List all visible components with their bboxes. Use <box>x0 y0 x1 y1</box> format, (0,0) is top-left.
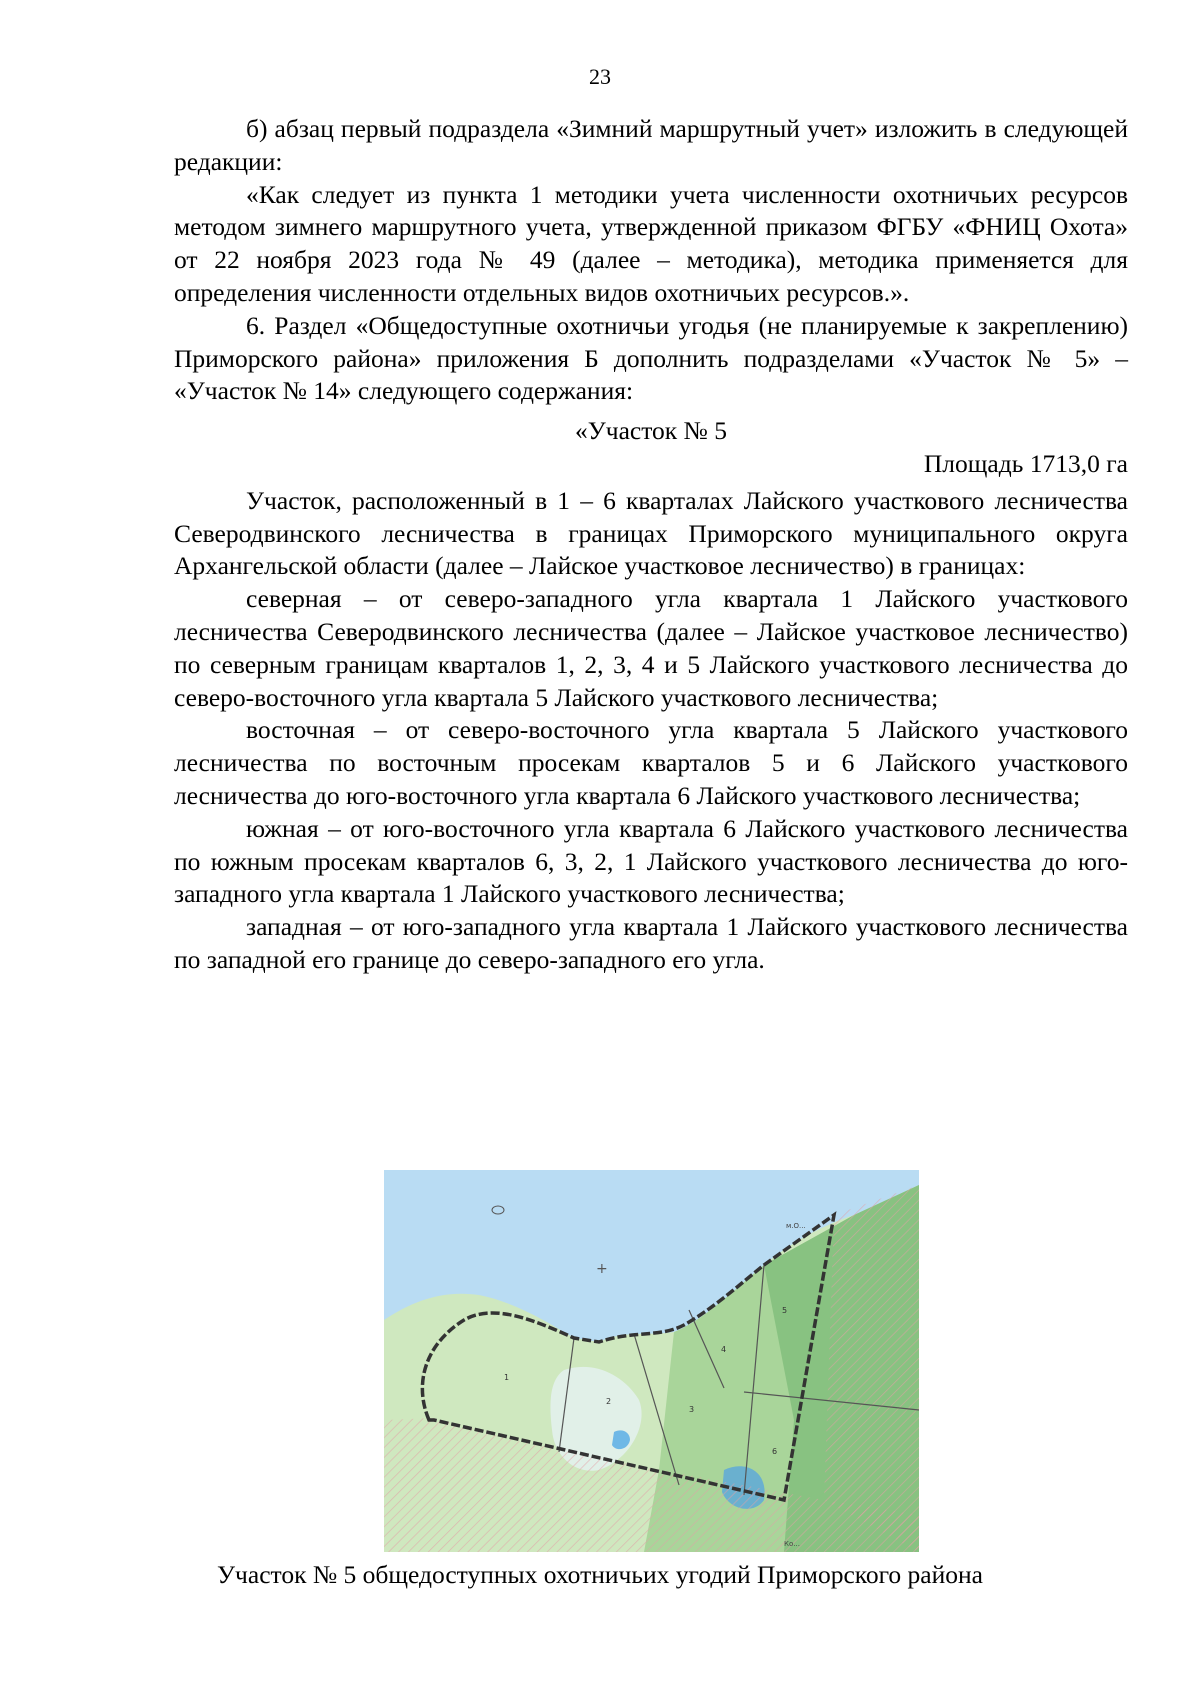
crosshair-marker: + <box>596 1261 608 1277</box>
section-heading: «Участок № 5 <box>574 416 728 446</box>
boundary-west: западная – от юго-западного угла квартала 1 Лайского участкового лесничества по западной его границе до северо-западного его угла. <box>174 912 1128 974</box>
quarter-label-2: 2 <box>606 1397 612 1406</box>
quarter-label-6: 6 <box>772 1447 778 1456</box>
quarter-label-4: 4 <box>721 1345 727 1354</box>
paragraph-methodology-quote: «Как следует из пункта 1 методики учета численности охотничьих ресурсов методом зимнего маршрутного учета, утвержденной приказом ФГБУ «ФНИЦ Охота» от 22 ноября 2023 года № 49 (далее – методика), методика применяется для определения численности отдельных видов охотничьих ресурсов.». <box>174 179 1128 307</box>
boundary-south: южная – от юго-восточного угла квартала 6 Лайского участкового лесничества по южным просекам кварталов 6, 3, 2, 1 Лайского участкового лесничества до юго-западного угла квартала 1 Лайского участкового лесничества; <box>174 813 1128 909</box>
page-number: 23 <box>589 64 611 89</box>
plot-map <box>384 1170 919 1552</box>
boundary-east: восточная – от северо-восточного угла квартала 5 Лайского участкового лесничества по восточным просекам кварталов 5 и 6 Лайского участкового лесничества до юго-восточного угла квартала 6 Лайского участкового лесничества; <box>174 715 1128 810</box>
document-body <box>174 113 1128 977</box>
paragraph-section-6: 6. Раздел «Общедоступные охотничьи угодья (не планируемые к закреплению) Приморского района» приложения Б дополнить подразделами «Участок № 5» – «Участок № 14» следующего содержания: <box>174 310 1128 406</box>
section-intro: Участок, расположенный в 1 – 6 кварталах Лайского участкового лесничества Северодвинского лесничества в границах Приморского муниципального округа Архангельской области (далее – Лайское участковое лесничество) в границах: <box>174 485 1128 581</box>
hatched-area-east <box>824 1185 919 1552</box>
section-area: Площадь 1713,0 га <box>923 448 1128 478</box>
cape-label: м.О... <box>786 1222 806 1230</box>
quarter-label-1: 1 <box>504 1373 510 1382</box>
plot-map-svg <box>384 1170 919 1552</box>
quarter-label-3: 3 <box>689 1405 695 1414</box>
river-label: Ко... <box>784 1540 800 1548</box>
paragraph-amendment-b: б) абзац первый подраздела «Зимний маршрутный учет» изложить в следующей редакции: <box>174 114 1128 176</box>
boundary-north: северная – от северо-западного угла квартала 1 Лайского участкового лесничества Северодвинского лесничества (далее – Лайское участковое лесничество) по северным границам кварталов 1, 2, 3, 4 и 5 Лайского участкового лесничества до северо-восточного угла квартала 5 Лайского участкового лесничества; <box>174 584 1128 712</box>
quarter-label-5: 5 <box>782 1306 788 1315</box>
map-caption: Участок № 5 общедоступных охотничьих угодий Приморского района <box>217 1560 983 1589</box>
